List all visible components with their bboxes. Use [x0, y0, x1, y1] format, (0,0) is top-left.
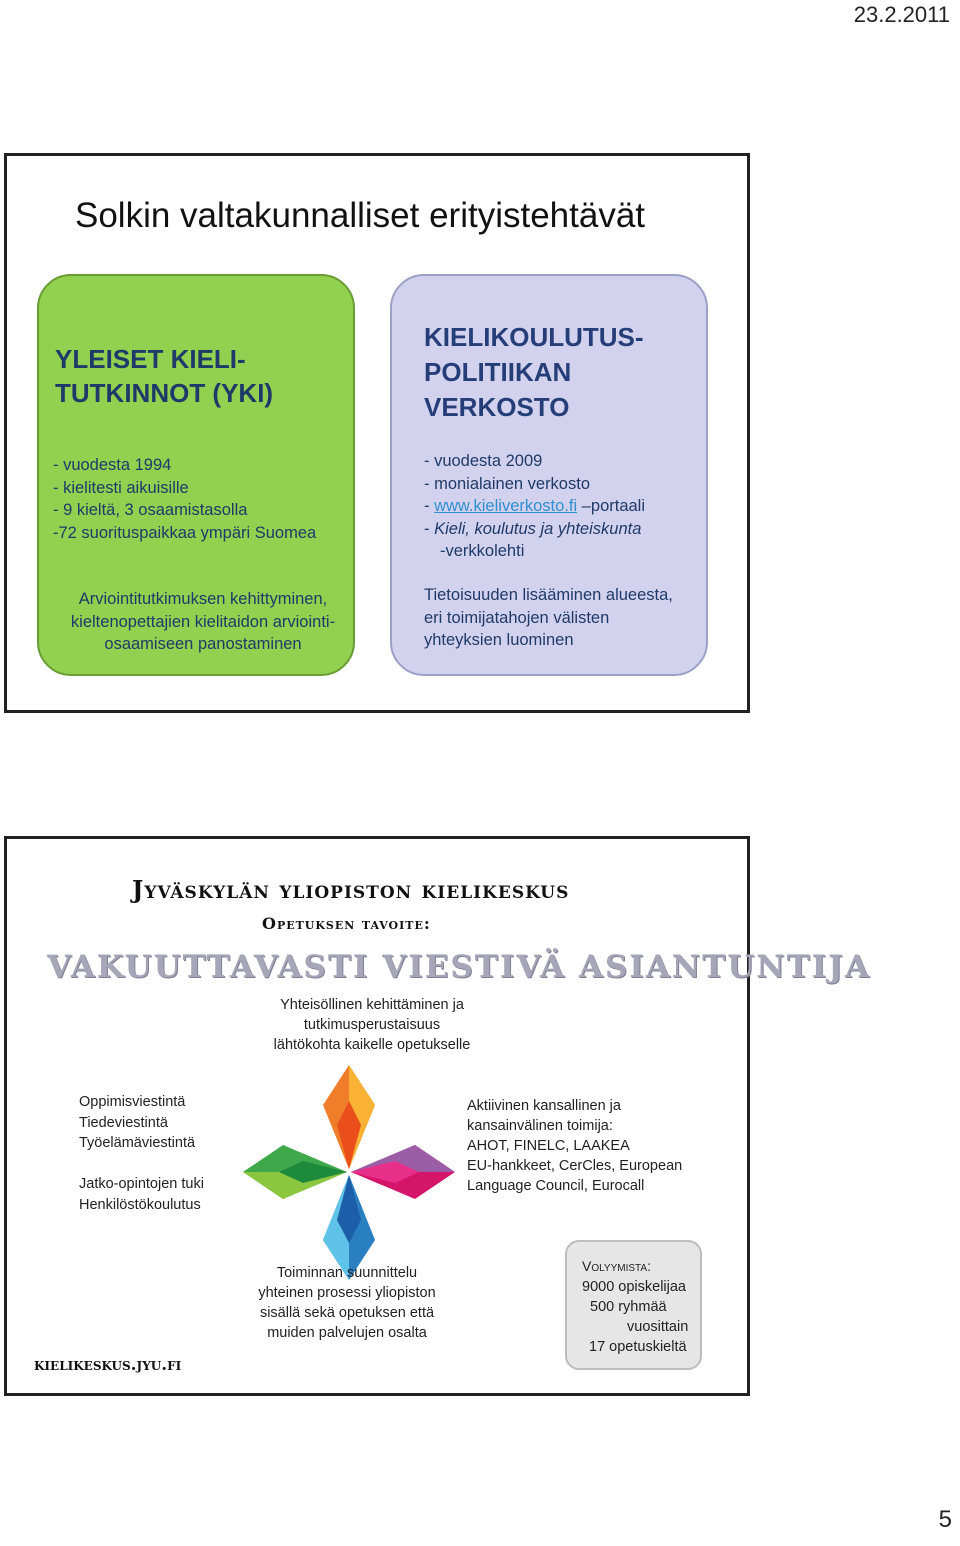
list-item	[424, 495, 709, 518]
center-text	[202, 995, 542, 1055]
kieliverkosto-link[interactable]: www.kieliverkosto.fi	[434, 497, 578, 515]
network-paragraph-line: yhteyksien luominen	[424, 631, 574, 649]
bottom-text	[242, 1263, 452, 1343]
text-line: Language Council, Eurocall	[467, 1178, 645, 1194]
volume-languages: 17 opetuskieltä	[589, 1339, 687, 1355]
volume-yearly: vuosittain	[627, 1319, 689, 1335]
right-text	[467, 1096, 727, 1196]
list-item: -verkkolehti	[440, 542, 525, 560]
text-line: Jatko-opintojen tuki	[79, 1176, 204, 1192]
slide-title: Jyväskylän yliopiston kielikeskus	[132, 875, 570, 904]
list-item: - monialainen verkosto	[424, 474, 590, 493]
text-line: Toiminnan suunnittelu	[276, 1265, 418, 1281]
network-bullet-list	[424, 450, 709, 563]
network-heading-line2: POLITIIKAN	[424, 357, 572, 387]
goal-heading: VAKUUTTAVASTI VIESTIVÄ ASIANTUNTIJA	[47, 949, 871, 985]
yki-paragraph-line: kieltenopettajien kielitaidon arviointi-	[70, 612, 336, 631]
text-line: sisällä sekä opetuksen että	[259, 1305, 435, 1321]
slide-subtitle: Opetuksen tavoite:	[262, 914, 431, 933]
text-line: tutkimusperustaisuus	[303, 1017, 441, 1033]
network-heading-line3: VERKOSTO	[424, 392, 570, 422]
list-item: - vuodesta 2009	[424, 452, 543, 470]
text-line: Henkilöstökoulutus	[79, 1196, 201, 1213]
text-line: kansainvälinen toimija:	[467, 1118, 613, 1134]
text-line: muiden palvelujen osalta	[267, 1325, 427, 1341]
slide-title: Solkin valtakunnalliset erityistehtävät	[75, 196, 646, 235]
text-line: Tiedeviestintä	[79, 1114, 168, 1131]
yki-heading-line2: TUTKINNOT (YKI)	[55, 378, 274, 408]
spacer	[79, 1154, 204, 1175]
volume-heading: Volyymista:	[582, 1258, 651, 1274]
four-point-star-logo-icon	[243, 1065, 455, 1280]
volume-groups: 500 ryhmää	[590, 1299, 667, 1315]
slide-special-tasks	[4, 153, 750, 713]
volume-box	[565, 1240, 702, 1370]
text-line: AHOT, FINELC, LAAKEA	[467, 1138, 630, 1154]
text-line: lähtökohta kaikelle opetukselle	[273, 1037, 471, 1053]
yki-box	[37, 274, 355, 676]
yki-bullet-list	[53, 454, 353, 544]
network-box	[390, 274, 708, 676]
slide-date: 23.2.2011	[853, 2, 950, 27]
network-paragraph-line: Tietoisuuden lisääminen alueesta,	[424, 586, 673, 604]
list-item: - vuodesta 1994	[53, 456, 172, 474]
network-heading-line1: KIELIKOULUTUS-	[424, 322, 644, 352]
yki-paragraph-line: osaamiseen panostaminen	[104, 635, 302, 653]
left-text	[79, 1092, 204, 1215]
bullet-prefix: -	[424, 497, 435, 515]
yki-heading-line1: YLEISET KIELI-	[55, 344, 246, 374]
list-item: - kielitesti aikuisille	[53, 478, 189, 497]
text-line: EU-hankkeet, CerCles, European	[467, 1158, 683, 1174]
bullet-prefix: -	[424, 519, 435, 538]
text-line: Työelämäviestintä	[79, 1135, 196, 1151]
volume-students: 9000 opiskelijaa	[582, 1279, 686, 1295]
text-line: Oppimisviestintä	[79, 1094, 186, 1110]
page-number: 5	[938, 1506, 952, 1533]
yki-paragraph-line: Arviointitutkimuksen kehittyminen,	[78, 590, 328, 608]
bullet-suffix: –portaali	[577, 497, 646, 515]
list-item: -72 suorituspaikkaa ympäri Suomea	[53, 523, 317, 542]
magazine-title: Kieli, koulutus ja yhteiskunta	[434, 519, 642, 538]
list-item: - 9 kieltä, 3 osaamistasolla	[53, 501, 248, 519]
text-line: yhteinen prosessi yliopiston	[258, 1285, 436, 1301]
text-line: Aktiivinen kansallinen ja	[467, 1098, 621, 1114]
slide-language-centre	[4, 836, 871, 1396]
text-line: Yhteisöllinen kehittäminen ja	[280, 997, 464, 1013]
network-heading	[424, 320, 704, 425]
list-item	[424, 518, 709, 541]
yki-heading	[55, 342, 345, 410]
network-paragraph	[424, 584, 709, 652]
yki-paragraph	[53, 588, 353, 656]
network-paragraph-line: eri toimijatahojen välisten	[424, 608, 610, 627]
website-url[interactable]: kielikeskus.jyu.fi	[34, 1355, 182, 1375]
